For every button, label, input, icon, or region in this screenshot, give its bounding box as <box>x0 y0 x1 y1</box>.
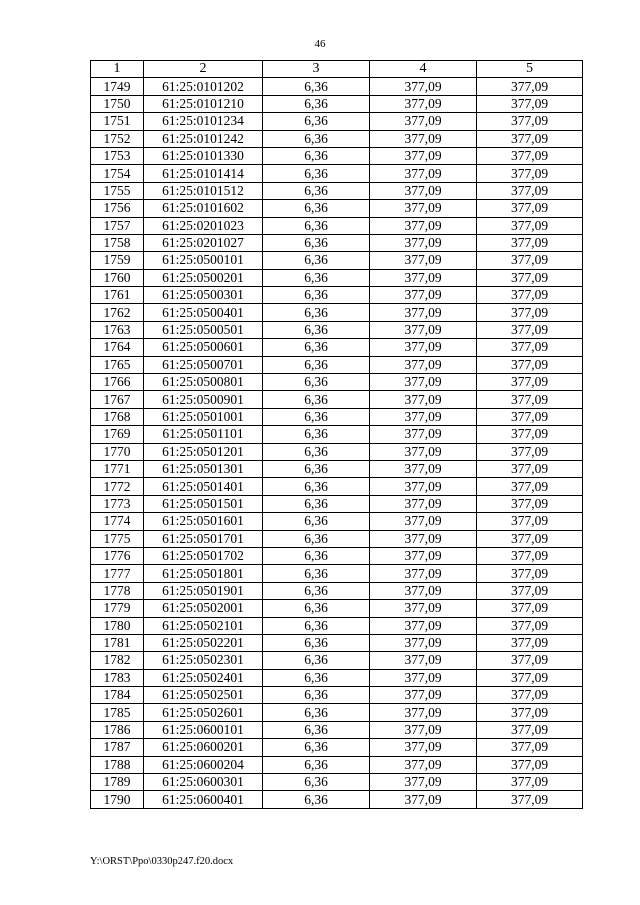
col4-value-cell: 377,09 <box>370 495 477 512</box>
table-row <box>91 530 583 547</box>
col5-value-cell: 377,09 <box>477 200 583 217</box>
cadastral-number-cell: 61:25:0500601 <box>144 339 263 356</box>
col4-value-cell: 377,09 <box>370 391 477 408</box>
col5-value-cell: 377,09 <box>477 547 583 564</box>
footer-file-path: Y:\ORST\Ppo\0330p247.f20.docx <box>90 856 234 867</box>
row-number-cell: 1774 <box>91 513 144 530</box>
row-number-cell: 1789 <box>91 774 144 791</box>
column-header-1: 1 <box>91 61 144 78</box>
col4-value-cell: 377,09 <box>370 269 477 286</box>
col3-value-cell: 6,36 <box>263 269 370 286</box>
col3-value-cell: 6,36 <box>263 547 370 564</box>
col3-value-cell: 6,36 <box>263 721 370 738</box>
row-number-cell: 1759 <box>91 252 144 269</box>
col3-value-cell: 6,36 <box>263 234 370 251</box>
table-row <box>91 217 583 234</box>
col5-value-cell: 377,09 <box>477 669 583 686</box>
col4-value-cell: 377,09 <box>370 78 477 95</box>
cadastral-number-cell: 61:25:0501901 <box>144 582 263 599</box>
col5-value-cell: 377,09 <box>477 478 583 495</box>
col5-value-cell: 377,09 <box>477 130 583 147</box>
col4-value-cell: 377,09 <box>370 617 477 634</box>
col3-value-cell: 6,36 <box>263 513 370 530</box>
col4-value-cell: 377,09 <box>370 687 477 704</box>
row-number-cell: 1770 <box>91 443 144 460</box>
col5-value-cell: 377,09 <box>477 165 583 182</box>
cadastral-number-cell: 61:25:0101512 <box>144 182 263 199</box>
table-body <box>91 78 583 808</box>
column-header-4: 4 <box>370 61 477 78</box>
cadastral-number-cell: 61:25:0500701 <box>144 356 263 373</box>
col5-value-cell: 377,09 <box>477 147 583 164</box>
cadastral-number-cell: 61:25:0502001 <box>144 600 263 617</box>
col4-value-cell: 377,09 <box>370 304 477 321</box>
col4-value-cell: 377,09 <box>370 565 477 582</box>
row-number-cell: 1766 <box>91 374 144 391</box>
col4-value-cell: 377,09 <box>370 374 477 391</box>
col3-value-cell: 6,36 <box>263 130 370 147</box>
col4-value-cell: 377,09 <box>370 600 477 617</box>
table-row <box>91 269 583 286</box>
table-row <box>91 687 583 704</box>
table-row <box>91 704 583 721</box>
cadastral-number-cell: 61:25:0500101 <box>144 252 263 269</box>
table-row <box>91 547 583 564</box>
col3-value-cell: 6,36 <box>263 652 370 669</box>
col3-value-cell: 6,36 <box>263 617 370 634</box>
col3-value-cell: 6,36 <box>263 287 370 304</box>
cadastral-number-cell: 61:25:0101330 <box>144 147 263 164</box>
row-number-cell: 1786 <box>91 721 144 738</box>
col5-value-cell: 377,09 <box>477 234 583 251</box>
col3-value-cell: 6,36 <box>263 600 370 617</box>
table-row <box>91 791 583 808</box>
table-row <box>91 113 583 130</box>
column-header-3: 3 <box>263 61 370 78</box>
cadastral-number-cell: 61:25:0101242 <box>144 130 263 147</box>
row-number-cell: 1776 <box>91 547 144 564</box>
col5-value-cell: 377,09 <box>477 791 583 808</box>
table-row <box>91 443 583 460</box>
table-header-row <box>91 61 583 78</box>
row-number-cell: 1775 <box>91 530 144 547</box>
col4-value-cell: 377,09 <box>370 339 477 356</box>
col3-value-cell: 6,36 <box>263 565 370 582</box>
table-row <box>91 756 583 773</box>
cadastral-number-cell: 61:25:0201023 <box>144 217 263 234</box>
col5-value-cell: 377,09 <box>477 287 583 304</box>
col3-value-cell: 6,36 <box>263 321 370 338</box>
row-number-cell: 1760 <box>91 269 144 286</box>
row-number-cell: 1790 <box>91 791 144 808</box>
row-number-cell: 1752 <box>91 130 144 147</box>
col5-value-cell: 377,09 <box>477 513 583 530</box>
col3-value-cell: 6,36 <box>263 530 370 547</box>
row-number-cell: 1753 <box>91 147 144 164</box>
col3-value-cell: 6,36 <box>263 391 370 408</box>
table-row <box>91 200 583 217</box>
col5-value-cell: 377,09 <box>477 704 583 721</box>
col5-value-cell: 377,09 <box>477 217 583 234</box>
row-number-cell: 1767 <box>91 391 144 408</box>
col4-value-cell: 377,09 <box>370 426 477 443</box>
cadastral-number-cell: 61:25:0600401 <box>144 791 263 808</box>
cadastral-number-cell: 61:25:0600204 <box>144 756 263 773</box>
col3-value-cell: 6,36 <box>263 339 370 356</box>
table-row <box>91 634 583 651</box>
col5-value-cell: 377,09 <box>477 739 583 756</box>
col3-value-cell: 6,36 <box>263 165 370 182</box>
col3-value-cell: 6,36 <box>263 78 370 95</box>
col3-value-cell: 6,36 <box>263 774 370 791</box>
col4-value-cell: 377,09 <box>370 200 477 217</box>
col3-value-cell: 6,36 <box>263 426 370 443</box>
row-number-cell: 1755 <box>91 182 144 199</box>
col3-value-cell: 6,36 <box>263 582 370 599</box>
row-number-cell: 1749 <box>91 78 144 95</box>
col4-value-cell: 377,09 <box>370 147 477 164</box>
col3-value-cell: 6,36 <box>263 95 370 112</box>
col3-value-cell: 6,36 <box>263 147 370 164</box>
table-row <box>91 426 583 443</box>
row-number-cell: 1756 <box>91 200 144 217</box>
row-number-cell: 1780 <box>91 617 144 634</box>
cadastral-number-cell: 61:25:0600201 <box>144 739 263 756</box>
col5-value-cell: 377,09 <box>477 600 583 617</box>
row-number-cell: 1777 <box>91 565 144 582</box>
table-row <box>91 408 583 425</box>
cadastral-number-cell: 61:25:0600301 <box>144 774 263 791</box>
col4-value-cell: 377,09 <box>370 165 477 182</box>
row-number-cell: 1772 <box>91 478 144 495</box>
col5-value-cell: 377,09 <box>477 756 583 773</box>
table-row <box>91 460 583 477</box>
col3-value-cell: 6,36 <box>263 408 370 425</box>
col5-value-cell: 377,09 <box>477 78 583 95</box>
cadastral-number-cell: 61:25:0501001 <box>144 408 263 425</box>
col5-value-cell: 377,09 <box>477 339 583 356</box>
row-number-cell: 1779 <box>91 600 144 617</box>
col5-value-cell: 377,09 <box>477 687 583 704</box>
cadastral-number-cell: 61:25:0501301 <box>144 460 263 477</box>
cadastral-number-cell: 61:25:0600101 <box>144 721 263 738</box>
col4-value-cell: 377,09 <box>370 113 477 130</box>
col4-value-cell: 377,09 <box>370 478 477 495</box>
col4-value-cell: 377,09 <box>370 530 477 547</box>
row-number-cell: 1764 <box>91 339 144 356</box>
table-row <box>91 582 583 599</box>
col4-value-cell: 377,09 <box>370 182 477 199</box>
cadastral-number-cell: 61:25:0500801 <box>144 374 263 391</box>
col5-value-cell: 377,09 <box>477 721 583 738</box>
col5-value-cell: 377,09 <box>477 182 583 199</box>
cadastral-number-cell: 61:25:0501702 <box>144 547 263 564</box>
col3-value-cell: 6,36 <box>263 304 370 321</box>
col4-value-cell: 377,09 <box>370 460 477 477</box>
col4-value-cell: 377,09 <box>370 321 477 338</box>
cadastral-number-cell: 61:25:0500501 <box>144 321 263 338</box>
row-number-cell: 1757 <box>91 217 144 234</box>
table-row <box>91 339 583 356</box>
col3-value-cell: 6,36 <box>263 443 370 460</box>
row-number-cell: 1754 <box>91 165 144 182</box>
cadastral-number-cell: 61:25:0502401 <box>144 669 263 686</box>
table-row <box>91 774 583 791</box>
col5-value-cell: 377,09 <box>477 443 583 460</box>
col4-value-cell: 377,09 <box>370 756 477 773</box>
cadastral-number-cell: 61:25:0101414 <box>144 165 263 182</box>
table-row <box>91 234 583 251</box>
table-row <box>91 513 583 530</box>
table-row <box>91 130 583 147</box>
cadastral-number-cell: 61:25:0500201 <box>144 269 263 286</box>
col5-value-cell: 377,09 <box>477 95 583 112</box>
cadastral-number-cell: 61:25:0101202 <box>144 78 263 95</box>
column-header-5: 5 <box>477 61 583 78</box>
table-row <box>91 565 583 582</box>
col3-value-cell: 6,36 <box>263 634 370 651</box>
col5-value-cell: 377,09 <box>477 252 583 269</box>
col4-value-cell: 377,09 <box>370 408 477 425</box>
column-header-2: 2 <box>144 61 263 78</box>
col3-value-cell: 6,36 <box>263 756 370 773</box>
col5-value-cell: 377,09 <box>477 391 583 408</box>
col3-value-cell: 6,36 <box>263 704 370 721</box>
col5-value-cell: 377,09 <box>477 374 583 391</box>
col4-value-cell: 377,09 <box>370 217 477 234</box>
col3-value-cell: 6,36 <box>263 374 370 391</box>
table-row <box>91 165 583 182</box>
col5-value-cell: 377,09 <box>477 269 583 286</box>
table-row <box>91 95 583 112</box>
row-number-cell: 1778 <box>91 582 144 599</box>
col4-value-cell: 377,09 <box>370 234 477 251</box>
col3-value-cell: 6,36 <box>263 182 370 199</box>
row-number-cell: 1750 <box>91 95 144 112</box>
col5-value-cell: 377,09 <box>477 460 583 477</box>
cadastral-number-cell: 61:25:0501101 <box>144 426 263 443</box>
cadastral-number-cell: 61:25:0501701 <box>144 530 263 547</box>
row-number-cell: 1785 <box>91 704 144 721</box>
cadastral-number-cell: 61:25:0500901 <box>144 391 263 408</box>
row-number-cell: 1761 <box>91 287 144 304</box>
cadastral-number-cell: 61:25:0101234 <box>144 113 263 130</box>
col5-value-cell: 377,09 <box>477 113 583 130</box>
col4-value-cell: 377,09 <box>370 704 477 721</box>
col4-value-cell: 377,09 <box>370 547 477 564</box>
row-number-cell: 1762 <box>91 304 144 321</box>
table-row <box>91 147 583 164</box>
row-number-cell: 1784 <box>91 687 144 704</box>
table-row <box>91 287 583 304</box>
row-number-cell: 1768 <box>91 408 144 425</box>
row-number-cell: 1773 <box>91 495 144 512</box>
col5-value-cell: 377,09 <box>477 356 583 373</box>
col4-value-cell: 377,09 <box>370 669 477 686</box>
row-number-cell: 1787 <box>91 739 144 756</box>
col5-value-cell: 377,09 <box>477 530 583 547</box>
col4-value-cell: 377,09 <box>370 582 477 599</box>
col3-value-cell: 6,36 <box>263 200 370 217</box>
row-number-cell: 1758 <box>91 234 144 251</box>
table-row <box>91 391 583 408</box>
col5-value-cell: 377,09 <box>477 426 583 443</box>
page-number: 46 <box>314 38 326 50</box>
col3-value-cell: 6,36 <box>263 217 370 234</box>
cadastral-number-cell: 61:25:0501801 <box>144 565 263 582</box>
col4-value-cell: 377,09 <box>370 287 477 304</box>
table-row <box>91 721 583 738</box>
row-number-cell: 1771 <box>91 460 144 477</box>
table-row <box>91 321 583 338</box>
table-row <box>91 304 583 321</box>
row-number-cell: 1769 <box>91 426 144 443</box>
col4-value-cell: 377,09 <box>370 652 477 669</box>
cadastral-number-cell: 61:25:0500301 <box>144 287 263 304</box>
cadastral-number-cell: 61:25:0502601 <box>144 704 263 721</box>
col4-value-cell: 377,09 <box>370 791 477 808</box>
table-row <box>91 600 583 617</box>
col3-value-cell: 6,36 <box>263 252 370 269</box>
row-number-cell: 1783 <box>91 669 144 686</box>
cadastral-number-cell: 61:25:0501601 <box>144 513 263 530</box>
table-row <box>91 78 583 95</box>
col5-value-cell: 377,09 <box>477 408 583 425</box>
col4-value-cell: 377,09 <box>370 252 477 269</box>
table-row <box>91 374 583 391</box>
row-number-cell: 1781 <box>91 634 144 651</box>
col5-value-cell: 377,09 <box>477 321 583 338</box>
table-row <box>91 617 583 634</box>
table-row <box>91 478 583 495</box>
table-row <box>91 252 583 269</box>
col4-value-cell: 377,09 <box>370 356 477 373</box>
row-number-cell: 1782 <box>91 652 144 669</box>
row-number-cell: 1788 <box>91 756 144 773</box>
row-number-cell: 1765 <box>91 356 144 373</box>
cadastral-number-cell: 61:25:0501201 <box>144 443 263 460</box>
col4-value-cell: 377,09 <box>370 513 477 530</box>
cadastral-number-cell: 61:25:0101210 <box>144 95 263 112</box>
col5-value-cell: 377,09 <box>477 304 583 321</box>
col3-value-cell: 6,36 <box>263 113 370 130</box>
table-row <box>91 669 583 686</box>
table-row <box>91 356 583 373</box>
col4-value-cell: 377,09 <box>370 721 477 738</box>
col5-value-cell: 377,09 <box>477 774 583 791</box>
cadastral-number-cell: 61:25:0501401 <box>144 478 263 495</box>
cadastral-number-cell: 61:25:0501501 <box>144 495 263 512</box>
row-number-cell: 1763 <box>91 321 144 338</box>
cadastral-number-cell: 61:25:0502201 <box>144 634 263 651</box>
data-table <box>90 60 583 809</box>
col4-value-cell: 377,09 <box>370 634 477 651</box>
col4-value-cell: 377,09 <box>370 739 477 756</box>
col5-value-cell: 377,09 <box>477 565 583 582</box>
col3-value-cell: 6,36 <box>263 739 370 756</box>
col5-value-cell: 377,09 <box>477 582 583 599</box>
cadastral-number-cell: 61:25:0101602 <box>144 200 263 217</box>
col4-value-cell: 377,09 <box>370 443 477 460</box>
col5-value-cell: 377,09 <box>477 634 583 651</box>
col3-value-cell: 6,36 <box>263 687 370 704</box>
col5-value-cell: 377,09 <box>477 617 583 634</box>
cadastral-number-cell: 61:25:0201027 <box>144 234 263 251</box>
col5-value-cell: 377,09 <box>477 495 583 512</box>
table-row <box>91 739 583 756</box>
cadastral-number-cell: 61:25:0500401 <box>144 304 263 321</box>
cadastral-number-cell: 61:25:0502101 <box>144 617 263 634</box>
table-row <box>91 182 583 199</box>
col3-value-cell: 6,36 <box>263 791 370 808</box>
col3-value-cell: 6,36 <box>263 669 370 686</box>
col3-value-cell: 6,36 <box>263 478 370 495</box>
row-number-cell: 1751 <box>91 113 144 130</box>
col4-value-cell: 377,09 <box>370 774 477 791</box>
cadastral-number-cell: 61:25:0502301 <box>144 652 263 669</box>
col5-value-cell: 377,09 <box>477 652 583 669</box>
col3-value-cell: 6,36 <box>263 495 370 512</box>
col3-value-cell: 6,36 <box>263 460 370 477</box>
col3-value-cell: 6,36 <box>263 356 370 373</box>
table-row <box>91 652 583 669</box>
table-row <box>91 495 583 512</box>
col4-value-cell: 377,09 <box>370 95 477 112</box>
cadastral-number-cell: 61:25:0502501 <box>144 687 263 704</box>
col4-value-cell: 377,09 <box>370 130 477 147</box>
